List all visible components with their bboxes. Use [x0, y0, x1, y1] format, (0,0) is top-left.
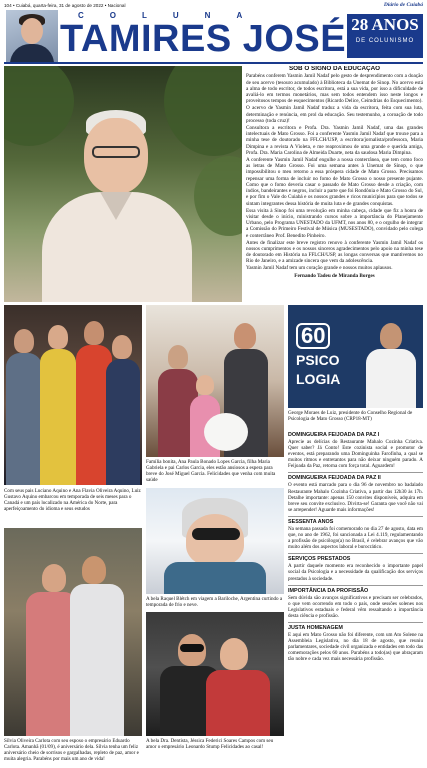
caption-raquel: A bela Raquel Blétch em viagem a Bariloche, Argentina curtindo a temporada de frio e neve. [146, 596, 283, 609]
note-heading: SESSENTA ANOS [288, 516, 423, 526]
note-heading: DOMINGUEIRA FEIJOADA DA PAZ I [288, 432, 380, 438]
anniversary-subtitle: DE COLUNISMO [355, 38, 415, 44]
photo-jessica-leonardo [146, 612, 284, 736]
photo-raquel-bariloche [146, 488, 284, 594]
note-heading: SERVIÇOS PRESTADOS [288, 553, 423, 563]
note-body: O evento está marcado para o dia 96 de novembro no badalado Restaurante Mahalo Cozinha Criativa, a partir das 12h30 às 17h. Detalhe importante: apenas 150 convites disponíveis, adquira em breve seu convite exclusivo. Divirta-se! Garanta que você não vai se arrepender! Aguarde mais informações! [288, 482, 423, 513]
note-body: A partir daquele momento era reconhecido o importante papel social da Psicologia e a necessidade da qualificação dos serviços prestados à sociedade. [288, 563, 423, 582]
psicologia-artwork [296, 323, 356, 387]
anniversary-number: 28 ANOS [351, 15, 419, 34]
artwork-number: 60 [296, 323, 330, 349]
article-signature: Fernando Tadeu de Miranda Borges [294, 272, 375, 279]
note-body: Na semana passada foi comemorado no dia 27 de agosto, data em que, no ano de 1962, foi sancionada a Lei 4.119, regulamentando a profissão de psicólogo(a) no Brasil, é celebrar avanços que vão muito além dos aspectos laboral e burocrático. [288, 525, 423, 551]
photo-aquino-family [4, 305, 142, 485]
note-heading: JUSTA HOMENAGEM [288, 622, 423, 632]
article-paragraph: Yasmin Jamil Nadaf tem um coração grande e nossos muitos aplausos. [246, 265, 393, 272]
caption-jessica: A bela Dra. Dentista, Jéssica Federici Soares Campos com seu amor o empresário Leonardo Stump Felicidades ao casal! [146, 738, 274, 751]
caption-silvia: Sílvia Oliveira Carlota com seu esposo o empresário Eduardo Carlota. Amanhã (01/09), é aniversário dela. Sílvia tenha um feliz aniversário cheio de sorrisos e gargalhadas, repleto de paz, amor e muita alegria. Parabéns por mais um ano de vida! [4, 738, 139, 763]
edition-info: 104 • Cuiabá, quarta-feira, 31 de agosto de 2022 • Nacional [4, 2, 126, 8]
note-body: E aqui em Mato Grosso não foi diferente, com um Ato Solene na Assembleia Legislativa, no dia 18 de agosto, que reuniu parlamentares, sociedade civil organizada e entidades em todo das comemorações pelos 60 anos. Parabéns a todo(as) que abraçaram tão nobre e cada vez mais necessária profissão. [288, 631, 423, 663]
edition-line [4, 1, 423, 9]
side-notes-column [288, 432, 423, 766]
article-paragraph: Antes de finalizar este breve registro renovo à conferente Yasmin Jamil Nadaf os nossos cumprimentos e os nossos sinceros agradecimentos pelo apoio na minha tese de doutorado em História na FFLCH/USP, as longas conversas que mantivemos no Rio de Janeiro, e a amizade sincera que vem da adolescência. [246, 239, 423, 265]
note-body: Sem dúvida são avanços significativos e precisam ser celebrados, o que vem ocorrendo em todo o país, onde sessões solenes nos Legislativos estaduais e federal vêm ressaltando a importância desta ciência e profissão. [288, 594, 423, 619]
artwork-word-2: LOGIA [296, 371, 341, 387]
artwork-word-1: PSICO [296, 352, 340, 368]
article-paragraph: Essa visita à Sinop foi uma revolução em minha cabeça, cidade que fiz a honra de visitar desde o início, ministrando cursos sobre a importância do Planejamento Urbano, pelo Programa UNESTADO da UFMT, nos anos 80, e o orgulho de integrar a Comissão do Primeiro Festival de Música (MUSESTADO), convidado pelo colega e conterrâneo Prof. Benedito Pinheiro. [246, 207, 423, 239]
note-heading: IMPORTÂNCIA DA PROFISSÃO [288, 585, 423, 595]
column-kicker: COLUNA [78, 11, 269, 20]
article-paragraph: O acervo de Yasmin Jamil Nadaf traduz a vida da escritora, feita com sua luta, determinação e renúncia, em prol da educação. Seu testemunho, a coroação de todo processo (toda cruz)! [246, 105, 423, 124]
columnist-avatar [6, 10, 58, 62]
note-heading: DOMINGUEIRA FEIJOADA DA PAZ II [288, 472, 423, 482]
caption-garcia-family: Família bonita, Ana Paula Bonado Lopes Garcia, filha Maria Gabriela e pai Carlos Garcia, eles estão ansiosos a espera para breve do José Miguel Garcia. Felicidades que venha com muita saúde [146, 459, 276, 484]
column-title: TAMIRES JOSÉ [60, 18, 347, 60]
main-article [246, 66, 423, 302]
portrait-photo-fernando-borges [4, 66, 242, 302]
publication-name: Diário de Cuiabá [383, 2, 423, 8]
masthead-rule [4, 62, 423, 64]
photo-garcia-family-dog [146, 305, 284, 457]
article-kicker: SOB O SIGNO DA EDUCAÇÃO [288, 66, 381, 72]
anniversary-badge [347, 14, 423, 58]
column-masthead [4, 10, 423, 62]
photo-silvia-eduardo [4, 528, 142, 736]
caption-aquino-family: Com seus pais Luciano Aquino e Ana Flavia Oliveira Aquino, Luiz Gustavo Aquino embarcou em temporada de seis meses para o Canadá e um país localizado na América do Norte, para aperfeiçoamento do idioma e seus estudos [4, 488, 141, 513]
article-paragraph: Consultora a escritora e Profa. Dra. Yasmin Jamil Nadaf, uma das grandes intelectuais de Mato Grosso. Foi a conferente Yasmin Jamil Nadaf que trouxe para a minha tese de doutorado na FFLCH/USP, a escritora/jornalista/professora, Maria Dimpina e a revista A Violeta, e me reaproximou de uma grande e querida amiga, Profa. Dra. Maria Carolina de Almeida Duarte, neta da saudosa Maria Dimpina. [246, 124, 423, 156]
photo-psicologia-60-anos [288, 305, 423, 408]
note-body: Aprecie as delícias do Restaurante Mahalo Cozinha Criativa. Quer saber? Já Conto! Este cozinista social e promotor de eventos, está preparando uma Dominguinha Farofinha, a qual se muitos ritmos e entretantos para não deixar ninguém parado. A Feijoada da Paz, retorna com força total. Aguardem! [288, 439, 423, 470]
article-paragraph: A conferente Yasmin Jamil Nadaf engulhe a nossa conterrânea, que tem como foco as letras de Mato Grosso. Foi uma semana antes à Unemat de Sinop, o que impossibilitou o meu retorno a essa próspera cidade de Mato Grosso. Precisamos repensar uma forma de incluir no fomo de Mato Grosso o nosso presente pujante. Como que o fomo deveria casar o passado de Mato Grosso desde a criação, com índios, bandeirantes e negros, incluir a parte que foi Rondônia e Mato Grosso do Sul, e por fim o Vale do Cuiabá e os nossos grandes e ricos municípios para que todos se sintam integrantes dessa história de muita luta e de grandes conquistas. [246, 156, 423, 207]
caption-psicologia: George Moraes de Luiz, presidente do Conselho Regional de Psicologia de Mato Grosso (CRP18-MT) [288, 410, 413, 423]
article-paragraph: Parabéns conferem Yasmin Jamil Nadaf pelo gesto de desprendimento com a doação de seu acervo (tesouro acumulado) à Biblioteca da Unemat de Sinop. No acervo está a alma de todo escritor, de todos escritora, está a sua vida, por isso a dificuldade de avaliá-lo em termos monetários, mas sem todos entendem isso neste longos e proveitosos tempos de esquecimentos (Ricardo Delice, Ceimdrias do Esquecimento). [246, 73, 423, 105]
